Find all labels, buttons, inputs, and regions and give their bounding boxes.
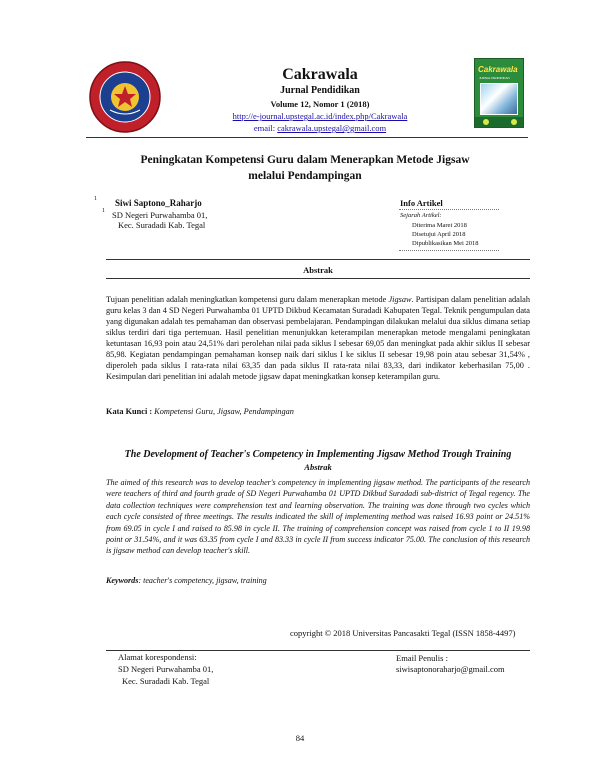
article-title bbox=[110, 152, 500, 184]
date-received: Diterima Maret 2018 bbox=[412, 222, 467, 229]
abstract-text-id bbox=[106, 294, 530, 382]
info-divider-top bbox=[399, 209, 499, 210]
abstract-divider-bottom bbox=[106, 278, 530, 279]
kata-kunci-value: Kompetensi Guru, Jigsaw, Pendampingan bbox=[154, 407, 294, 416]
keywords-en bbox=[106, 576, 530, 585]
copyright-text: copyright © 2018 Universitas Pancasakti Tegal (ISSN 1858-4497) bbox=[290, 628, 516, 638]
cover-photo bbox=[480, 83, 518, 115]
affiliation-line1: SD Negeri Purwahamba 01, bbox=[112, 210, 208, 220]
footer-divider bbox=[106, 650, 530, 651]
keywords-label: Keywords bbox=[106, 576, 139, 585]
address-line1: SD Negeri Purwahamba 01, bbox=[118, 664, 214, 674]
abstract-text-part2: . Partisipan dalam penelitian adalah guru kelas 3 dan 4 SD Negeri Purwahamba 01 UPTD Dikbud Kecamatan Suradadi Kabupaten Tegal. Teknik pengumpulan data yang digunakan adalah tes pemahaman dan observasi pembelajaran. Pendampingan dilakukan melalui dua siklus dimana setiap siklus terdiri dari tiga pertemuan. Hasil penelitian menunjukkan keterampilan menerapkan metode mengalami peningkatan ketuntasan 16,93 poin atau 24,51% dari perolehan nilai pada siklus I sebesar 69,05 dan meningkat pada akhir siklus II sebesar 85,98. Kegiatan pendampingan pemahaman konsep naik dari siklus I ke siklus II sebesar 19,98 poin atau sebesar 31,54% , diperoleh pada siklus I rata-rata nilai 63,35 dan pada siklus II rata-rata nilai 83,33, dari indikator keberhasilan 75,00 . Kesimpulan dari penelitian ini adalah metode jigsaw dapat meningkatkan konsep keterampilan guru. bbox=[106, 295, 530, 381]
cover-subtitle: JURNAL PENDIDIKAN bbox=[479, 76, 510, 80]
info-artikel-heading: Info Artikel bbox=[400, 198, 443, 208]
kata-kunci-label: Kata Kunci : bbox=[106, 407, 155, 416]
abstract-text-en: The aimed of this research was to develop teacher's competency in implementing jigsaw method. The participants of the research were teachers of third and fourth grade of SD Negeri Purwahamba 01 UPTD Dikbud Suradadi sub-district of Tegal regency. The data collection techniques were comprehension test and learning observation. The training was done through two cycles which each cycle consisted of three meetings. The results indicated the skill of implementing method was raised 16.93 point or 24.51% from 69.05 in cycle I and raised to 85.98 in cycle II. The training of comprehension concept was raised from cycle 1 to II 19.98 point or 31.54%, and it was 63.35 from cycle I and 83.33 in cycle II from success indicator 75.00. The conclusion of this research is jigsaw method can develop teacher's skill. bbox=[106, 478, 530, 556]
cover-logo-dot bbox=[483, 119, 489, 125]
author-email[interactable]: siwisaptonoraharjo@gmail.com bbox=[396, 664, 505, 674]
university-seal-logo bbox=[88, 60, 162, 134]
page-number: 84 bbox=[295, 733, 305, 743]
author-name: Siwi Saptono_Raharjo bbox=[115, 198, 202, 208]
journal-title: Cakrawala bbox=[282, 66, 358, 83]
header-divider bbox=[86, 137, 528, 138]
affiliation-superscript: 1 bbox=[102, 208, 105, 214]
journal-cover-image bbox=[474, 58, 524, 128]
author-superscript: 1 bbox=[94, 196, 97, 202]
article-title-line1: Peningkatan Kompetensi Guru dalam Menerapkan Metode Jigsaw bbox=[140, 154, 470, 166]
abstract-divider-top bbox=[106, 259, 530, 260]
cover-bottom-bar bbox=[475, 117, 523, 127]
info-divider-bottom bbox=[399, 250, 499, 251]
abstract-heading: Abstrak bbox=[303, 265, 333, 275]
english-abstract-heading: Abstrak bbox=[304, 462, 332, 472]
journal-volume: Volume 12, Nomor 1 (2018) bbox=[270, 99, 370, 109]
english-title: The Development of Teacher's Competency in Implementing Jigsaw Method Trough Training bbox=[124, 449, 512, 460]
journal-subtitle: Jurnal Pendidikan bbox=[280, 85, 360, 96]
journal-email bbox=[180, 123, 460, 133]
history-label: Sejarah Artikel: bbox=[400, 212, 442, 219]
affiliation-line2: Kec. Suradadi Kab. Tegal bbox=[118, 220, 206, 230]
cover-title: Cakrawala bbox=[478, 65, 518, 74]
address-line2: Kec. Suradadi Kab. Tegal bbox=[122, 676, 210, 686]
kata-kunci bbox=[106, 407, 530, 416]
journal-email-label: email: bbox=[253, 123, 278, 133]
journal-email-link[interactable]: cakrawala.upstegal@gmail.com bbox=[277, 123, 387, 133]
address-label: Alamat korespondensi: bbox=[118, 652, 197, 662]
abstract-italic-word: Jigsaw bbox=[388, 295, 412, 304]
abstract-text-part1: Tujuan penelitian adalah meningkatkan kompetensi guru dalam menerapkan metode bbox=[106, 295, 389, 304]
article-title-line2: melalui Pendampingan bbox=[248, 170, 362, 182]
author-email-label: Email Penulis : bbox=[396, 653, 448, 663]
date-accepted: Disetujui April 2018 bbox=[412, 231, 466, 238]
cover-logo-dot bbox=[511, 119, 517, 125]
journal-url-link[interactable]: http://e-journal.upstegal.ac.id/index.php/Cakrawala bbox=[232, 111, 408, 121]
date-published: Dipublikasikan Mei 2018 bbox=[412, 240, 479, 247]
keywords-value: : teacher's competency, jigsaw, training bbox=[138, 576, 267, 585]
